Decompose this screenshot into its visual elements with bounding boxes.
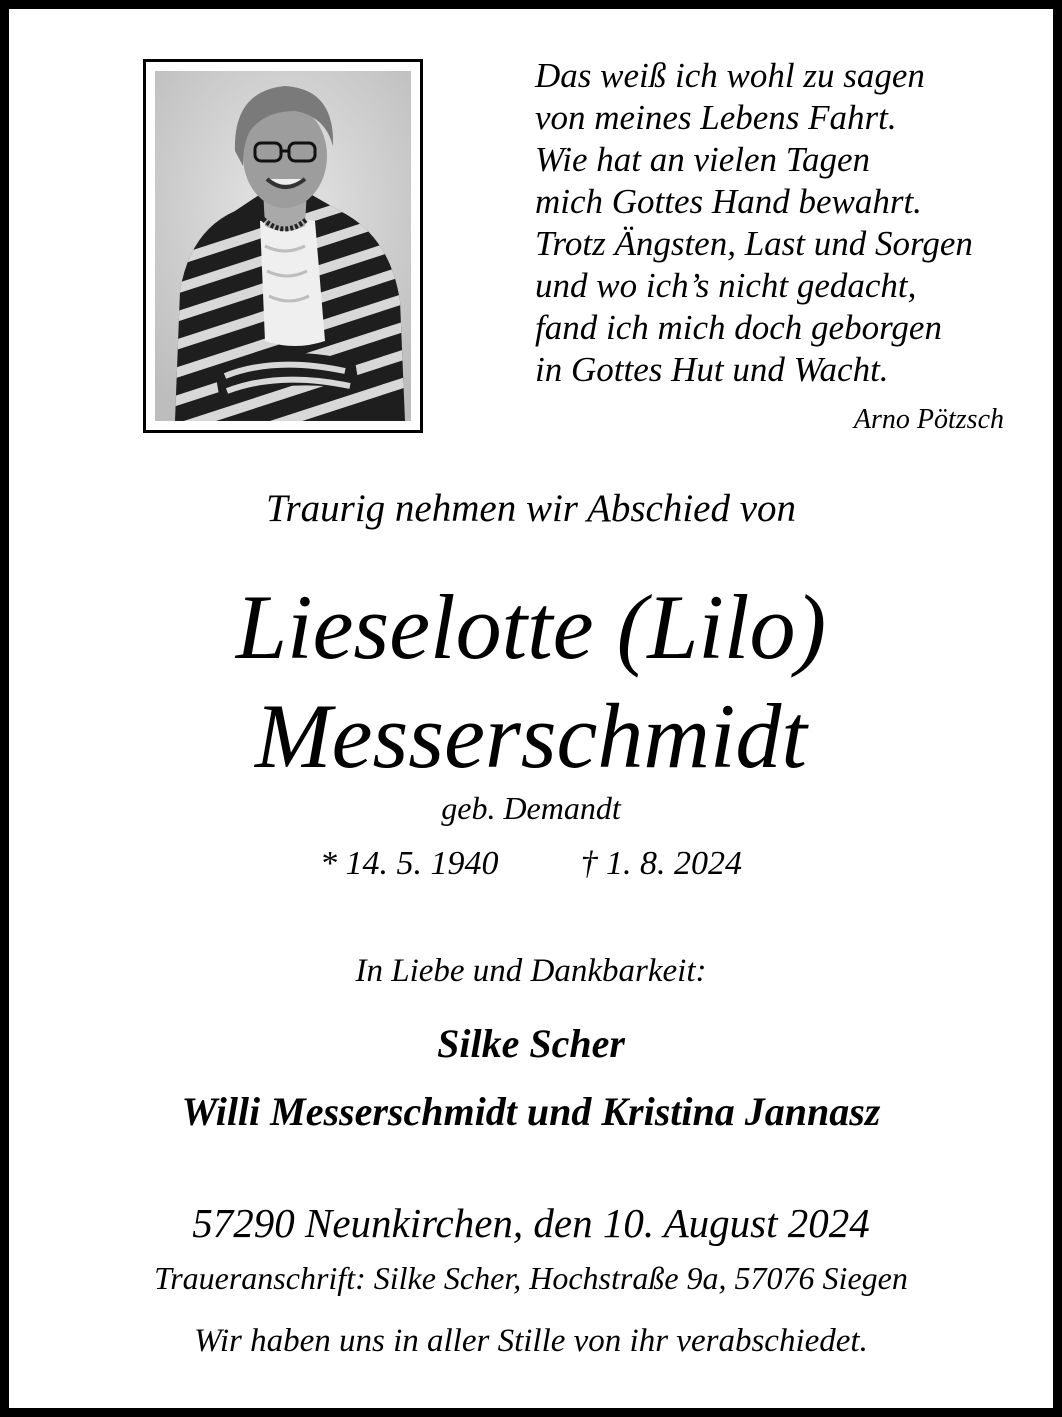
deceased-first-name: Lieselotte (Lilo) bbox=[235, 576, 827, 678]
poem-line: in Gottes Hut und Wacht. bbox=[535, 350, 889, 389]
mourner-name: Willi Messerschmidt und Kristina Jannasz bbox=[181, 1089, 881, 1134]
maiden-name: geb. Demandt bbox=[441, 790, 621, 826]
mourning-address: Traueranschrift: Silke Scher, Hochstraße 9a, 57076 Siegen bbox=[154, 1260, 908, 1296]
poem-line: mich Gottes Hand bewahrt. bbox=[535, 182, 922, 221]
portrait-frame bbox=[143, 59, 423, 433]
poem bbox=[535, 55, 973, 391]
birth-date: * 14. 5. 1940 bbox=[320, 845, 499, 882]
poem-line: Das weiß ich wohl zu sagen bbox=[535, 56, 925, 95]
poem-line: Trotz Ängsten, Last und Sorgen bbox=[535, 224, 973, 263]
life-dates bbox=[0, 845, 1062, 883]
death-date: † 1. 8. 2024 bbox=[580, 845, 742, 882]
poem-author: Arno Pötzsch bbox=[853, 404, 1004, 435]
portrait-photo bbox=[155, 71, 411, 421]
place-and-date: 57290 Neunkirchen, den 10. August 2024 bbox=[192, 1200, 870, 1246]
closing-note: Wir haben uns in aller Stille von ihr verabschiedet. bbox=[194, 1323, 868, 1359]
dedication-text: In Liebe und Dankbarkeit: bbox=[355, 953, 707, 989]
poem-line: und wo ich’s nicht gedacht, bbox=[535, 266, 917, 305]
poem-line: Wie hat an vielen Tagen bbox=[535, 140, 871, 179]
intro-text: Traurig nehmen wir Abschied von bbox=[265, 487, 797, 530]
poem-line: von meines Lebens Fahrt. bbox=[535, 98, 897, 137]
poem-line: fand ich mich doch geborgen bbox=[535, 308, 942, 347]
deceased-last-name: Messerschmidt bbox=[255, 685, 807, 787]
mourner-name: Silke Scher bbox=[437, 1021, 625, 1066]
